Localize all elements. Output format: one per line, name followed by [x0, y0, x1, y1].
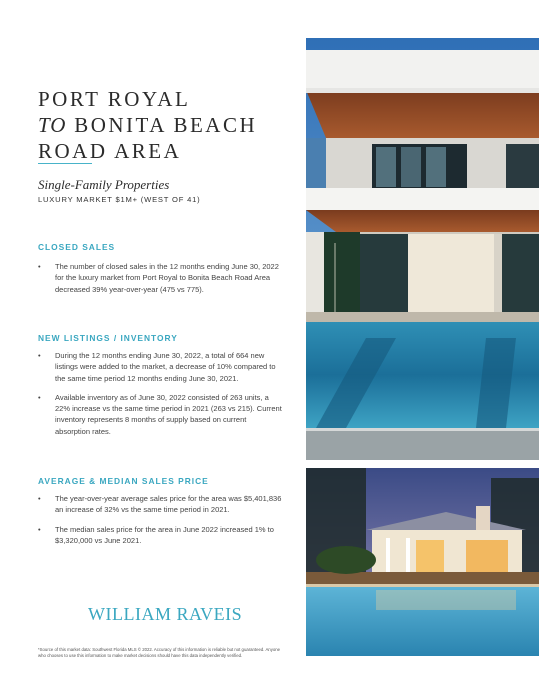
- page-title: [38, 86, 257, 164]
- bullet-text: The number of closed sales in the 12 months ending June 30, 2022 for the luxury market from Port Royal to Bonita Beach Road Area decreased 39% year-over-year (475 vs 775).: [55, 262, 279, 294]
- william-raveis-logo: WILLIAM RAVEIS: [88, 604, 243, 624]
- bullet-dot: •: [38, 494, 41, 503]
- list-item: [38, 350, 283, 384]
- title-line-3: ROAD AREA: [38, 139, 182, 163]
- title-to: TO: [38, 113, 67, 137]
- closed-sales-list: [38, 261, 283, 303]
- bullet-dot: •: [38, 351, 41, 360]
- list-item: [38, 493, 283, 516]
- bullet-dot: •: [38, 262, 41, 271]
- source-footnote: *Source of this market data: Southwest Florida MLS © 2022. Accuracy of this information is reliable but not guaranteed. Anyone who chooses to use this information to make market decisions should have this data independently verified.: [38, 647, 281, 658]
- house-pool-illustration: [306, 38, 539, 460]
- list-item: [38, 524, 283, 547]
- title-line-2-rest: BONITA BEACH: [66, 113, 258, 137]
- bullet-text: During the 12 months ending June 30, 2022, a total of 664 new listings were added to the market, a decrease of 10% compared to the same time period 12 months ending June 30, 2021.: [55, 351, 276, 383]
- list-item: [38, 261, 283, 295]
- bullet-dot: •: [38, 392, 41, 402]
- title-line-1: PORT ROYAL: [38, 87, 191, 111]
- house-pool-photo: [306, 38, 539, 460]
- dusk-house-photo: [306, 468, 539, 656]
- sales-price-heading: AVERAGE & MEDIAN SALES PRICE: [38, 476, 209, 486]
- list-item: [38, 392, 283, 437]
- market-label: LUXURY MARKET $1M+ (WEST OF 41): [38, 195, 201, 204]
- new-listings-heading: NEW LISTINGS / INVENTORY: [38, 333, 178, 343]
- sales-price-list: [38, 493, 283, 554]
- bullet-text: The median sales price for the area in June 2022 increased 1% to $3,320,000 vs June 2021.: [55, 524, 274, 545]
- subtitle: Single-Family Properties: [38, 177, 170, 192]
- title-line-2: [38, 112, 257, 138]
- title-divider: [38, 163, 92, 164]
- dusk-house-illustration: [306, 468, 539, 656]
- bullet-dot: •: [38, 524, 41, 534]
- bullet-text: Available inventory as of June 30, 2022 consisted of 263 units, a 22% increase vs the same time period in 2021 (263 vs 215). Current inventory represents 8 months of supply based on current absorption rates.: [55, 392, 282, 436]
- new-listings-list: [38, 350, 283, 445]
- bullet-text: The year-over-year average sales price for the area was $5,401,836 an increase of 32% vs the same time period in 2021.: [55, 494, 282, 515]
- closed-sales-heading: CLOSED SALES: [38, 242, 116, 252]
